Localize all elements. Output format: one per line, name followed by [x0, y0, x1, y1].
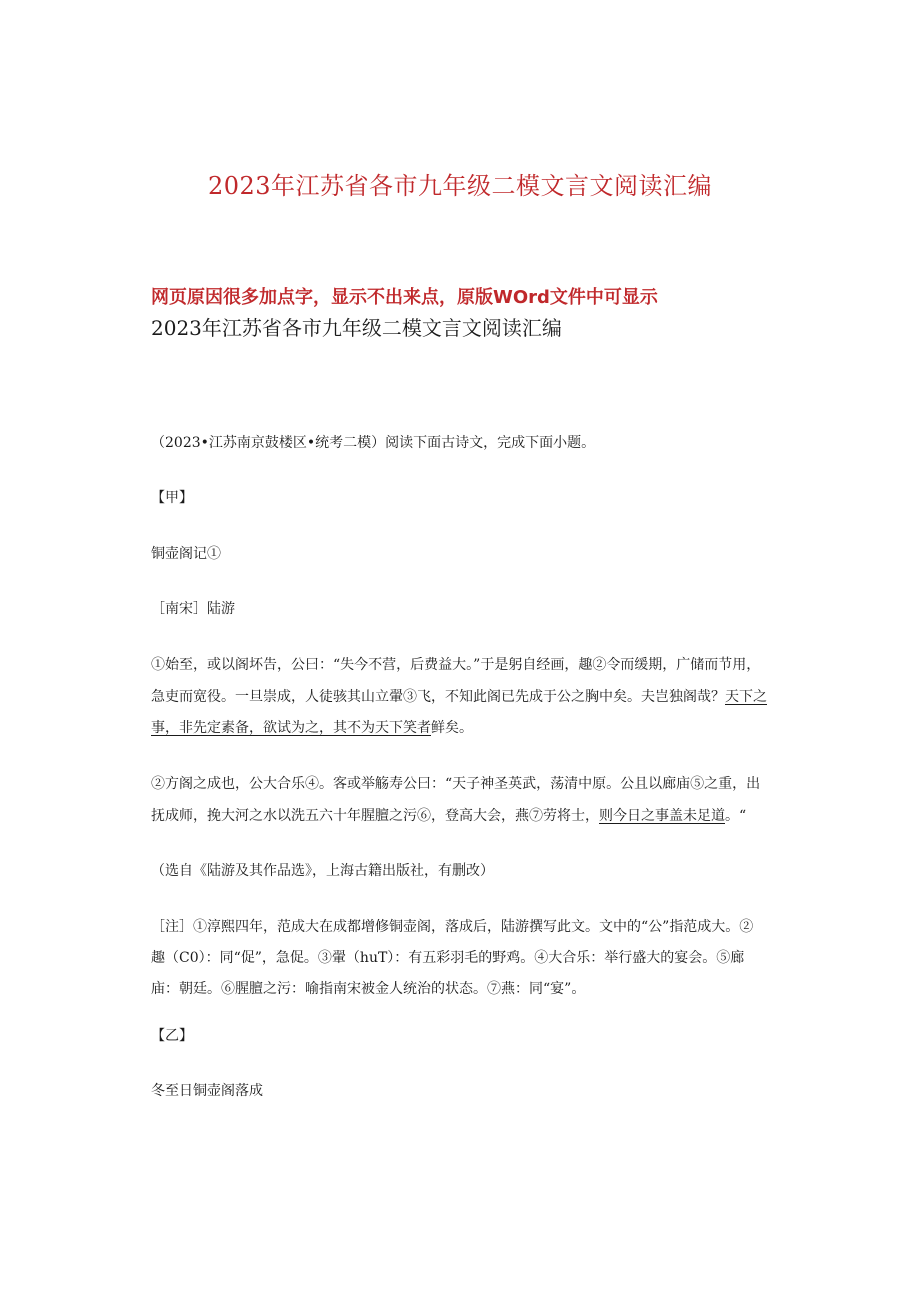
citation: （选自《陆游及其作品选》，上海古籍出版社，有删改） [151, 863, 494, 879]
notice-text: 网页原因很多加点字，显示不出来点，原版WOrd文件中可显示 [151, 287, 658, 308]
text-title-yi: 冬至日铜壶阁落成 [151, 1083, 263, 1099]
author-line: ［南宋］陆游 [151, 601, 235, 617]
paragraph-1-line-3 [151, 717, 473, 737]
notes-line-1: ［注］①淳熙四年，范成大在成都增修铜壶阁，落成后，陆游撰写此文。文中的“公”指范成大。② [151, 919, 754, 935]
document-title: 2023年江苏省各市九年级二模文言文阅读汇编 [207, 172, 713, 200]
text-title-jia: 铜壶阁记① [151, 546, 221, 562]
paragraph-2-line-1: ②方阁之成也，公大合乐④。客或举觞寿公曰：“天子神圣英武，荡清中原。公且以廊庙⑤之重，出 [151, 776, 761, 792]
source-line: （2023•江苏南京鼓楼区•统考二模）阅读下面古诗文，完成下面小题。 [151, 435, 596, 451]
paragraph-1-line-1: ①始至，或以阁坏告，公曰：“失今不营，后费益大。”于是躬自经画，趣②令而缓期，广储而节用， [151, 657, 761, 673]
paragraph-2-line-2-text: 抚成师，挽大河之水以洗五六十年腥膻之污⑥，登高大会，燕⑦劳将士， [151, 808, 599, 824]
paragraph-2-line-2 [151, 805, 746, 825]
underlined-phrase: 天下之 [725, 689, 767, 705]
notes-line-3: 庙：朝廷。⑥腥膻之污：喻指南宋被金人统治的状态。⑦燕：同“宴”。 [151, 981, 586, 997]
notes-line-2: 趣（C0）：同“促”，急促。③翬（huT）：有五彩羽毛的野鸡。④大合乐：举行盛大的宴会。⑤廊 [151, 950, 745, 966]
underlined-phrase: 则今日之事盖未足道 [599, 808, 725, 824]
paragraph-2-line-2-end: 。“ [725, 808, 747, 824]
paragraph-1-line-3-text: 鲜矣。 [431, 720, 473, 736]
section-label-jia: 【甲】 [151, 490, 193, 506]
paragraph-1-line-2-text: 急吏而宽役。一旦崇成，人徒骇其山立翬③飞，不知此阁已先成于公之胸中矣。夫岂独阁哉？ [151, 689, 725, 705]
underlined-phrase: 事，非先定素备，欲试为之，其不为天下笑者 [151, 720, 431, 736]
document-subtitle: 2023年江苏省各市九年级二模文言文阅读汇编 [151, 316, 562, 340]
section-label-yi: 【乙】 [151, 1028, 193, 1044]
paragraph-1-line-2 [151, 686, 767, 706]
